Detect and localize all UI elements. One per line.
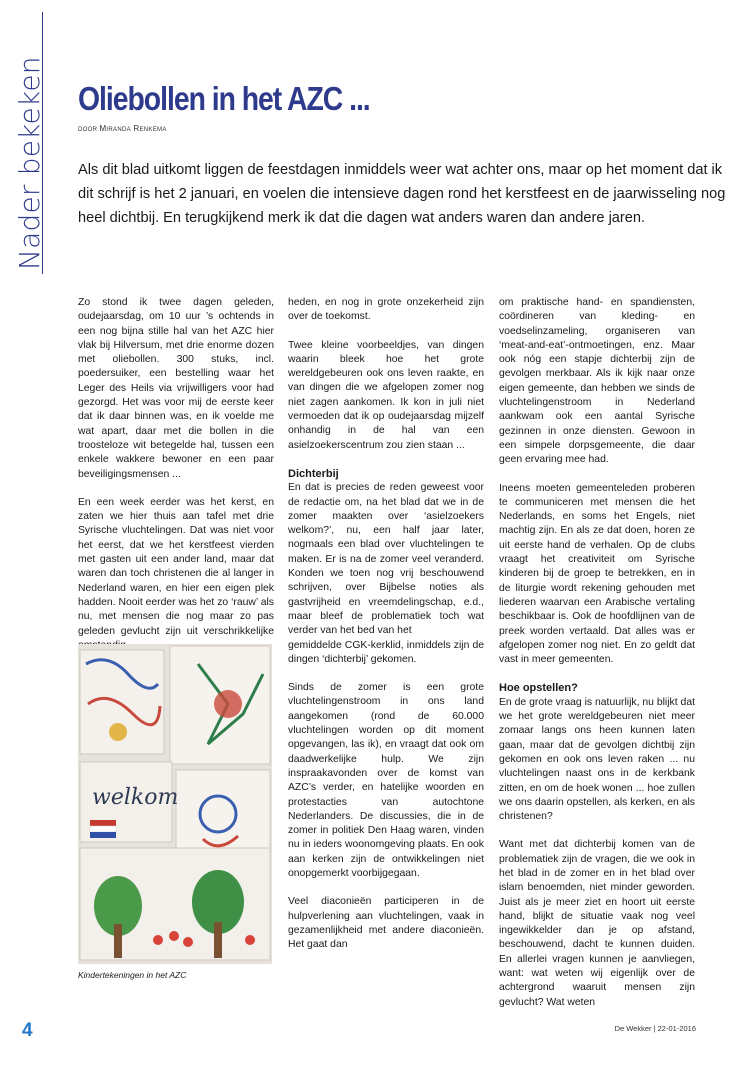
column-2 [288, 296, 484, 966]
paragraph: En een week eerder was het kerst, en zaten we hier thuis aan tafel met drie Syrische vluchtelingen. Dat was niet voor het eerst, dat we het kerstfeest vierden met gasten uit een ander land, maar dat waren dan toch christenen die al langer in Nederland waren, en hier een eigen plek hadden. Nooit eerder was het zo ‘rauw’ als nu, met mensen die nog maar zo pas geleden gevlucht zijn uit verschrikkelijke [78, 496, 274, 637]
paragraph: En de grote vraag is natuurlijk, nu blijkt dat we het grote wereldgebeuren niet meer zomaar langs ons heen kunnen laten gaan, maar dat de gevolgen dichtbij zijn gekomen en ook ons leven raken ... nu vluchtelingen naast ons in de kerkbank zitten, en om de hoek wonen ... hoe zullen we ons daarin opstellen, als kerken, en als christenen? [499, 696, 695, 823]
subheading-dichterbij: Dichterbij [288, 467, 339, 480]
byline [78, 124, 167, 133]
paragraph: Zo stond ik twee dagen geleden, oudejaarsdag, om 10 uur ’s ochtends in een nog bijna stille hal van het AZC hier vlak bij Hilversum, met drie enorme dozen met oliebollen. 300 stuks, incl. poedersuiker, een bestelling waar het Leger des Heils via vrijwilligers voor had gezorgd. Het was voor mij de eerste keer dat ik daar binnen was, en ik voelde me wat apart, daar met die bollen in die troosteloze wit betegelde hal, tussen een enkele wakkere bewoner en een paar beveiligingsmensen ... [78, 297, 274, 480]
article-title: Oliebollen in het AZC ... [78, 80, 370, 117]
paragraph: heden, en nog in grote onzekerheid zijn over de toekomst. [288, 297, 484, 323]
section-label [8, 12, 46, 274]
photo-caption: Kindertekeningen in het AZC [78, 970, 187, 980]
drawings-illustration [78, 644, 272, 964]
paragraph: om praktische hand- en spandiensten, coördineren van kleding- en voedselinzameling, organiseren van ‘meat-and-eat’-ontmoetingen, enz. Maar ook nóg een stapje dichterbij zijn de gevolgen merkbaar. Als ik kijk naar onze eigen gemeente, dan hebben we sinds de vluchtelingenstroom in Nederland aankwam ook een aantal Syrische gezinnen in onze diensten. Gewoon in een simpele dorpsgemeente, die daar geen ervaring mee had. [499, 297, 695, 466]
intro-paragraph: Als dit blad uitkomt liggen de feestdagen inmiddels weer wat achter ons, maar op het moment dat ik dit schrijf is het 2 januari, en voelen die intensieve dagen rond het kerstfeest en de jaarwisseling nog heel dichtbij. En terugkijkend merk ik dat die dagen wat anders waren dan andere jaren. [78, 162, 726, 226]
paragraph: Want met dat dichterbij komen van de problematiek zijn de vragen, die we ook in het blad in de zomer en in het blad over islam benoemden, niet minder geworden. Juist als je meer ziet en hoort uit eerste hand, blijkt de situatie vaak nog veel ingewikkelder dan je op afstand, beschouwend, dacht te kunnen duiden. En allerlei vragen kunnen je aanvliegen, want: wat weten wij eigenlijk over de achtergrond waaruit mensen zijn gevlucht? Wat weten [499, 839, 695, 1008]
column-3 [499, 296, 695, 1024]
paragraph: Veel diaconieën participeren in de hulpverlening aan vluchtelingen, vaak in gezamenlijkheid met andere diaconieën. Het gaat dan [288, 896, 484, 951]
paragraph: Ineens moeten gemeenteleden proberen te communiceren met mensen die het Nederlands, en soms het Engels, niet machtig zijn. En als ze dat doen, horen ze uit eerste hand de verhalen. Op de clubs vraagt het creativiteit om Syrische kinderen bij de groep te betrekken, en in de liturgie wordt rekening gehouden met liederen waarvan een Arabische vertaling beschikbaar is. Ook de hoofdlijnen van de preek worden vertaald. Dat alles was er afgelopen zomer nog niet. En zo geldt dat vast in meer gemeenten. [499, 482, 695, 666]
paragraph: En dat is precies de reden geweest voor de redactie om, na het blad dat we in de zomer maakten over ‘asielzoekers welkom?’, nu, een half jaar later, nogmaals een blad over vluchtelingen te maken. Er is na de zomer veel veranderd. Konden we toen nog vrij beschouwend schrijven, over Bijbelse noties als gastvrijheid en vreemdelingschap, e.d., maar bleef de problematiek toch wat verder van het bed van het [288, 482, 484, 637]
section-label-text: Nader bekeken [13, 56, 46, 270]
paragraph: gemiddelde CGK-kerklid, inmiddels zijn de dingen ‘dichterbij’ gekomen. [288, 639, 484, 665]
page-number: 4 [22, 1020, 33, 1041]
photo-children-drawings [78, 644, 272, 964]
column-1 [78, 296, 274, 667]
byline-prefix: door [78, 124, 98, 133]
footer-credit: De Wekker | 22-01-2016 [614, 1024, 696, 1033]
subheading-hoe-opstellen: Hoe opstellen? [499, 682, 578, 695]
byline-author: Miranda Renkema [99, 124, 167, 133]
drawing-welkom-text: welkom [92, 785, 179, 810]
paragraph: Twee kleine voorbeeldjes, van dingen waarin bleek hoe het grote wereldgebeuren ook ons leven raakte, en van dingen die we afgelopen zomer nog niet zagen aankomen. Ik kon in juli niet vermoeden dat ik op oudejaarsdag mijzelf onhandig in de hal van een asielzoekerscentrum zou zien staan ... [288, 339, 484, 451]
paragraph: Sinds de zomer is een grote vluchtelingenstroom in ons land aangekomen (rond de 60.000 vluchtelingen worden op dit moment opgevangen, las ik), en vraagt dat ook om daadwerkelijke hulp. We zijn inspraakavonden over de komst van AZC’s verder, en hatelijke woorden en protestacties van autochtone Nederlanders. De discussies, die in de zomer in politiek Den Haag waren, vinden nu in ieders woonomgeving plaats. En ook aan kerken zijn de ontwikkelingen niet onopgemerkt voorbijgegaan. [288, 682, 484, 879]
